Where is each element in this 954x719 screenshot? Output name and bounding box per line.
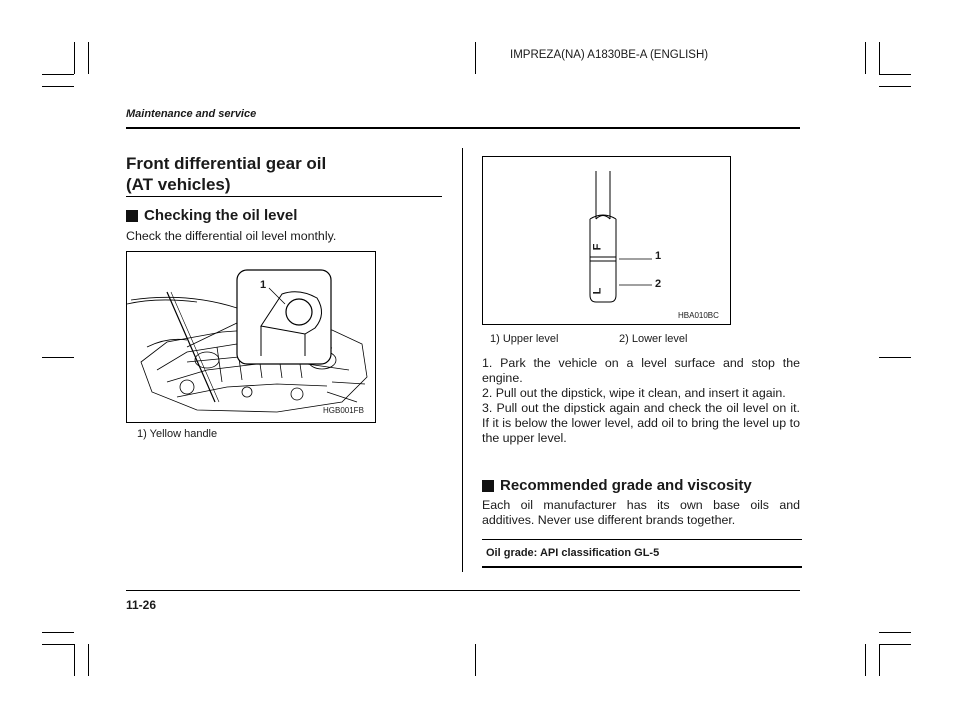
spec-rule-top — [482, 539, 802, 540]
square-bullet-icon — [126, 210, 138, 222]
subheading-grade-text: Recommended grade and viscosity — [500, 477, 752, 494]
engine-bay-illustration — [127, 252, 375, 422]
spec-rule-bottom — [482, 566, 802, 568]
page-title — [126, 153, 326, 195]
step-1: 1. Park the vehicle on a level surface and stop the engine. — [482, 356, 800, 385]
procedure-steps — [482, 356, 800, 446]
footer-rule — [126, 590, 800, 591]
caption-lower-level: 2) Lower level — [619, 333, 688, 345]
callout-1-label: 1 — [260, 279, 267, 291]
intro-text: Check the differential oil level monthly. — [126, 229, 337, 243]
step-2: 2. Pull out the dipstick, wipe it clean, and insert it again. — [482, 386, 786, 400]
dipstick-figure — [482, 156, 731, 325]
subheading-grade — [482, 477, 752, 494]
caption-yellow-handle: 1) Yellow handle — [137, 428, 218, 440]
figure-code: HGB001FB — [323, 406, 364, 415]
caption-upper-level: 1) Upper level — [490, 333, 559, 345]
callout-upper-label: 1 — [655, 250, 662, 262]
page-number: 11-26 — [126, 598, 157, 612]
header-rule — [126, 127, 800, 129]
document-id: IMPREZA(NA) A1830BE-A (ENGLISH) — [510, 49, 709, 61]
square-bullet-icon — [482, 480, 494, 492]
oil-grade-spec: Oil grade: API classification GL-5 — [486, 547, 660, 559]
title-line-2: (AT vehicles) — [126, 175, 231, 194]
level-mark-l: L — [591, 287, 604, 295]
step-3: 3. Pull out the dipstick again and check the oil level on it. If it is below the lower level, add oil to bring the level up to the upper level. — [482, 401, 800, 445]
section-label: Maintenance and service — [126, 108, 257, 120]
level-mark-f: F — [591, 243, 604, 251]
figure-code: HBA010BC — [678, 311, 719, 320]
title-rule — [126, 196, 442, 197]
engine-bay-figure — [126, 251, 376, 423]
subheading-checking-text: Checking the oil level — [144, 207, 298, 224]
brand-warning-text: Each oil manufacturer has its own base oils and additives. Never use different brands together. — [482, 498, 800, 527]
dipstick-illustration — [483, 157, 730, 324]
subheading-checking — [126, 207, 297, 224]
title-line-1: Front differential gear oil — [126, 154, 327, 173]
callout-lower-label: 2 — [655, 278, 662, 290]
column-divider — [462, 148, 463, 572]
